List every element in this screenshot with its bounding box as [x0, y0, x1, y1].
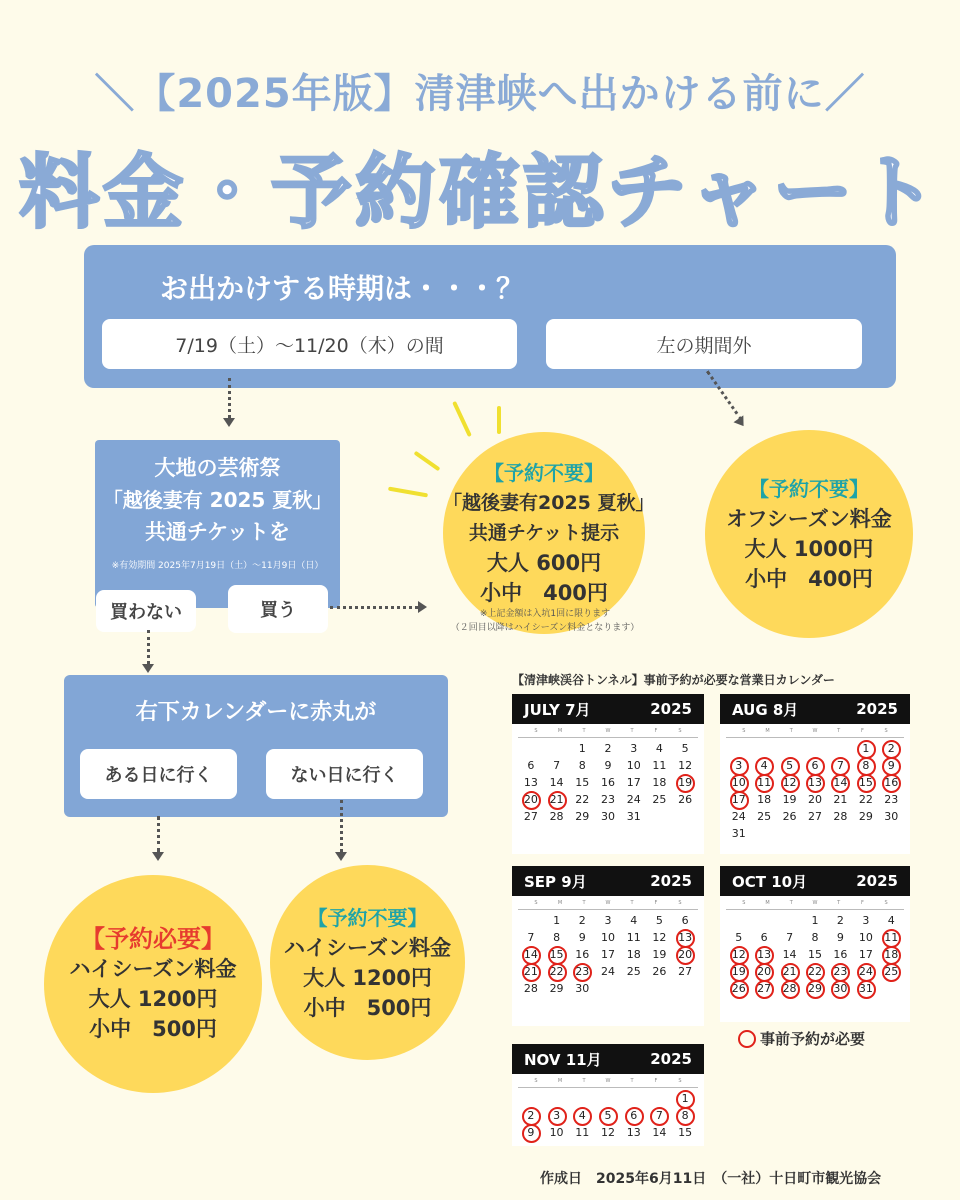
calendar-month: [512, 694, 704, 854]
calendar-day: 23: [600, 793, 615, 806]
calendar-day: 30: [884, 810, 899, 823]
calendar-month-name: OCT 10月: [732, 872, 808, 891]
calendar-day: 1: [811, 914, 819, 927]
calendar-day: 21: [777, 963, 802, 980]
weekday-label: T: [582, 1078, 586, 1084]
required-result-circle: [44, 875, 262, 1093]
ticket-result-circle: [443, 432, 655, 634]
calendar-day: 15: [853, 774, 878, 791]
arrow-to-ticket-result: [330, 606, 418, 609]
calendar-day: 4: [630, 914, 638, 927]
weekday-label: S: [884, 728, 888, 734]
calendar-day: 19: [672, 774, 698, 791]
calendar-day: 3: [604, 914, 612, 927]
arrow-to-ticket: [228, 378, 231, 418]
ticket-line1: 大地の芸術祭: [154, 456, 281, 480]
weekday-label: S: [742, 900, 746, 906]
weekday-label: S: [678, 1078, 682, 1084]
required-tag: 【予約必要】: [81, 925, 225, 953]
calendar-header: [512, 694, 704, 724]
calendar-day: 6: [760, 931, 768, 944]
calendar-day: 23: [569, 963, 595, 980]
calendar-day: 12: [726, 946, 751, 963]
arrow-head: [142, 664, 154, 673]
calendar-day: 24: [626, 793, 641, 806]
weekday-label: S: [678, 728, 682, 734]
calendar-day: 10: [600, 931, 615, 944]
sun-ray: [497, 406, 501, 434]
calendar-year: 2025: [856, 700, 898, 718]
not-required-child: 小中 500円: [303, 995, 432, 1020]
calendar-day: 21: [518, 963, 544, 980]
ticket-validity-note: ※有効期間 2025年7月19日（土）〜11月9日（日）: [111, 561, 324, 571]
calendar-day: 29: [802, 980, 827, 997]
calendar-day: 8: [853, 757, 878, 774]
calendar-month: [512, 866, 704, 1026]
weekday-label: T: [789, 728, 793, 734]
arrow-head: [335, 852, 347, 861]
calendar-days: [720, 910, 910, 999]
weekday-label: T: [582, 728, 586, 734]
weekday-label: W: [605, 728, 611, 734]
option-in-period[interactable]: 7/19（土）〜11/20（木）の間: [102, 319, 517, 369]
calendar-blank: [518, 1090, 544, 1107]
calendar-month: [512, 1044, 704, 1146]
calendar-day: 27: [807, 810, 822, 823]
calendar-blank: [751, 912, 776, 929]
calendar-day: 28: [833, 810, 848, 823]
calendar-day: 28: [549, 810, 564, 823]
calendar-day: 11: [575, 1126, 590, 1139]
calendar-day: 4: [887, 914, 895, 927]
offseason-adult: 大人 1000円: [744, 537, 874, 561]
calendar-day: 9: [604, 759, 612, 772]
ticket-result-adult: 大人 600円: [486, 551, 602, 575]
sun-ray: [452, 401, 472, 437]
weekday-label: T: [582, 900, 586, 906]
calendar-day: 28: [523, 982, 538, 995]
calendar-day: 18: [652, 776, 667, 789]
calendar-day: 9: [836, 931, 844, 944]
calendar-day: 2: [836, 914, 844, 927]
weekday-label: M: [557, 728, 563, 734]
calendar-day: 27: [751, 980, 776, 997]
calendar-day: 19: [782, 793, 797, 806]
calendar-weekdays: [518, 896, 698, 910]
weekday-label: T: [837, 900, 841, 906]
calendar-day: 17: [626, 776, 641, 789]
calendar-blank: [518, 740, 544, 757]
calendar-blank: [621, 1090, 647, 1107]
arrow-to-not-required: [340, 800, 343, 852]
calendar-day: 26: [652, 965, 667, 978]
weekday-label: S: [678, 900, 682, 906]
calendar-day: 2: [879, 740, 904, 757]
red-circle-icon: [738, 1030, 756, 1048]
calendar-day: 14: [549, 776, 564, 789]
weekday-label: S: [742, 728, 746, 734]
calendar-day: 4: [751, 757, 776, 774]
calendar-day: 11: [652, 759, 667, 772]
calendar-blank: [828, 740, 853, 757]
calendar-day: 5: [735, 931, 743, 944]
calendar-day: 18: [757, 793, 772, 806]
not-required-line1: ハイシーズン料金: [284, 935, 451, 960]
calendar-day: 23: [828, 963, 853, 980]
calendar-day: 29: [575, 810, 590, 823]
calendar-month-name: SEP 9月: [524, 872, 587, 891]
weekday-label: F: [654, 1078, 658, 1084]
calendar-weekdays: [726, 896, 904, 910]
calendar-day: 7: [786, 931, 794, 944]
calendar-day: 12: [652, 931, 667, 944]
calendar-weekdays: [518, 1074, 698, 1088]
calendar-day: 1: [672, 1090, 698, 1107]
calendar-header: [512, 1044, 704, 1074]
required-adult: 大人 1200円: [88, 987, 218, 1011]
calendar-blank: [802, 740, 827, 757]
calendar-blank: [726, 740, 751, 757]
calendar-days: [512, 910, 704, 999]
calendar-day: 6: [527, 759, 535, 772]
calendar-day: 20: [751, 963, 776, 980]
calendar-day: 4: [655, 742, 663, 755]
calendar-blank: [751, 740, 776, 757]
calendar-day: 25: [879, 963, 904, 980]
calendar-day: 16: [833, 948, 848, 961]
ticket-result-line2: 共通チケット提示: [468, 522, 620, 544]
calendar-month-name: JULY 7月: [524, 700, 591, 719]
calendar-day: 6: [621, 1107, 647, 1124]
weekday-label: T: [630, 728, 634, 734]
calendar-day: 24: [600, 965, 615, 978]
calendar-day: 11: [751, 774, 776, 791]
weekday-label: M: [557, 1078, 563, 1084]
not-required-tag: 【予約不要】: [307, 905, 428, 930]
calendar-day: 30: [600, 810, 615, 823]
calendar-month-name: AUG 8月: [732, 700, 799, 719]
calendar-day: 20: [807, 793, 822, 806]
calendar-header: [720, 694, 910, 724]
calendar-days: [512, 738, 704, 827]
calendar-blank: [726, 912, 751, 929]
not-required-result-circle: [270, 865, 465, 1060]
weekday-label: W: [605, 1078, 611, 1084]
calendar-day: 2: [518, 1107, 544, 1124]
calendar-day: 8: [672, 1107, 698, 1124]
arrow-head: [152, 852, 164, 861]
calendar-day: 5: [681, 742, 689, 755]
calendar-weekdays: [518, 724, 698, 738]
calendar-day: 1: [853, 740, 878, 757]
calendar-day: 3: [862, 914, 870, 927]
weekday-label: M: [765, 900, 770, 906]
calendar-day: 27: [523, 810, 538, 823]
sun-ray: [414, 451, 441, 471]
arrow-to-required: [157, 816, 160, 852]
calendar-year: 2025: [650, 872, 692, 890]
calendar-day: 1: [553, 914, 561, 927]
calendar-blank: [777, 912, 802, 929]
calendar-day: 6: [802, 757, 827, 774]
calendar-year: 2025: [650, 700, 692, 718]
calendar-day: 13: [523, 776, 538, 789]
calendar-day: 18: [879, 946, 904, 963]
calendar-day: 12: [600, 1126, 615, 1139]
weekday-label: W: [605, 900, 611, 906]
option-out-of-period[interactable]: 左の期間外: [546, 319, 862, 369]
weekday-label: T: [630, 1078, 634, 1084]
calendar-day: 3: [630, 742, 638, 755]
weekday-label: M: [557, 900, 563, 906]
calendar-day: 5: [655, 914, 663, 927]
calendar-day: 10: [858, 931, 873, 944]
ticket-result-tag: 【予約不要】: [484, 461, 604, 485]
calendar-day: 30: [828, 980, 853, 997]
calendar-day: 16: [879, 774, 904, 791]
calendar-day: 21: [833, 793, 848, 806]
calendar-header: [720, 866, 910, 896]
offseason-tag: 【予約不要】: [749, 477, 869, 501]
calendar-day: 22: [802, 963, 827, 980]
calendar-year: 2025: [650, 1050, 692, 1068]
calendar-day: 6: [681, 914, 689, 927]
calendar-legend: [738, 1028, 865, 1049]
calendar-blank: [647, 1090, 673, 1107]
calendar-blank: [777, 740, 802, 757]
calendar-day: 2: [604, 742, 612, 755]
weekday-label: T: [837, 728, 841, 734]
calendar-day: 18: [626, 948, 641, 961]
required-child: 小中 500円: [89, 1017, 217, 1041]
calendar-day: 21: [544, 791, 570, 808]
calendar-day: 3: [544, 1107, 570, 1124]
arrow-head: [223, 418, 235, 427]
weekday-label: M: [765, 728, 770, 734]
calendar-blank: [518, 912, 544, 929]
calendar-day: 20: [672, 946, 698, 963]
calendar-day: 31: [853, 980, 878, 997]
calendar-day: 11: [879, 929, 904, 946]
calendar-day: 8: [578, 759, 586, 772]
weekday-label: F: [654, 728, 658, 734]
calendar-day: 7: [553, 759, 561, 772]
calendar-day: 15: [807, 948, 822, 961]
calendar-day: 10: [626, 759, 641, 772]
calendar-day: 31: [731, 827, 746, 840]
weekday-label: S: [884, 900, 888, 906]
calendar-question-box: [64, 675, 448, 817]
calendar-day: 17: [726, 791, 751, 808]
calendar-day: 2: [578, 914, 586, 927]
weekday-label: S: [534, 728, 538, 734]
legend-label: 事前予約が必要: [760, 1030, 866, 1048]
calendar-day: 5: [777, 757, 802, 774]
calendar-day: 10: [549, 1126, 564, 1139]
calendar-day: 9: [518, 1124, 544, 1141]
calendar-day: 17: [600, 948, 615, 961]
calendar-day: 19: [652, 948, 667, 961]
ticket-line3: 共通チケットを: [144, 520, 291, 544]
subtitle: ＼【2025年版】清津峡へ出かける前に／: [94, 71, 866, 117]
calendar-year: 2025: [856, 872, 898, 890]
calendar-day: 19: [726, 963, 751, 980]
footer: 作成日 2025年6月11日 （一社）十日町市観光協会: [540, 1171, 882, 1187]
calendar-days: [720, 738, 910, 844]
ticket-question-box: [95, 440, 340, 608]
calendar-day: 26: [678, 793, 693, 806]
offseason-child: 小中 400円: [745, 567, 873, 591]
calendar-day: 17: [858, 948, 873, 961]
calendar-day: 16: [575, 948, 590, 961]
calendar-day: 30: [575, 982, 590, 995]
weekday-label: F: [860, 728, 864, 734]
calendar-blank: [544, 1090, 570, 1107]
calendar-month-name: NOV 11月: [524, 1050, 602, 1069]
calendar-day: 7: [828, 757, 853, 774]
calendar-day: 9: [578, 931, 586, 944]
calendar-day: 13: [802, 774, 827, 791]
weekday-label: W: [812, 900, 818, 906]
offseason-line1: オフシーズン料金: [726, 507, 892, 531]
calendar-day: 16: [600, 776, 615, 789]
calendar-day: 12: [777, 774, 802, 791]
calendar-day: 7: [647, 1107, 673, 1124]
calendar-day: 11: [626, 931, 641, 944]
calendar-day: 15: [678, 1126, 693, 1139]
calendar-day: 29: [549, 982, 564, 995]
go-uncircled-day-button[interactable]: ない日に行く: [266, 749, 423, 799]
calendar-day: 9: [879, 757, 904, 774]
calendar-day: 28: [777, 980, 802, 997]
ticket-no-buy-button[interactable]: 買わない: [96, 590, 196, 632]
calendar-days: [512, 1088, 704, 1143]
weekday-label: S: [534, 1078, 538, 1084]
calendar-day: 25: [757, 810, 772, 823]
calendar-day: 20: [518, 791, 544, 808]
ticket-result-child: 小中 400円: [480, 581, 608, 605]
calendar-day: 24: [853, 963, 878, 980]
weekday-label: S: [534, 900, 538, 906]
page-title: 料金・予約確認チャート: [19, 146, 941, 239]
weekday-label: F: [654, 900, 658, 906]
weekday-label: T: [630, 900, 634, 906]
calendar-day: 22: [858, 793, 873, 806]
calendar-day: 13: [672, 929, 698, 946]
calendar-day: 8: [553, 931, 561, 944]
ticket-buy-button[interactable]: 買う: [228, 585, 328, 633]
calendar-title: 【清津峡渓谷トンネル】事前予約が必要な営業日カレンダー: [512, 673, 835, 687]
calendar-day: 7: [527, 931, 535, 944]
calendar-day: 3: [726, 757, 751, 774]
weekday-label: T: [789, 900, 793, 906]
ticket-result-line1: 「越後妻有2025 夏秋」: [443, 492, 655, 514]
calendar-day: 12: [678, 759, 693, 772]
calendar-day: 14: [782, 948, 797, 961]
calendar-blank: [569, 1090, 595, 1107]
calendar-day: 26: [782, 810, 797, 823]
calendar-day: 25: [626, 965, 641, 978]
calendar-day: 24: [731, 810, 746, 823]
arrow-to-calendar-question: [147, 630, 150, 664]
calendar-month: [720, 694, 910, 854]
calendar-day: 14: [828, 774, 853, 791]
calendar-blank: [595, 1090, 621, 1107]
sun-ray: [388, 487, 428, 498]
arrow-head: [734, 415, 749, 429]
calendar-day: 13: [751, 946, 776, 963]
calendar-month: [720, 866, 910, 1022]
not-required-adult: 大人 1200円: [303, 965, 432, 990]
calendar-day: 10: [726, 774, 751, 791]
ticket-result-note2: （２回目以降はハイシーズン料金となります）: [450, 623, 640, 633]
calendar-day: 1: [578, 742, 586, 755]
period-question: お出かけする時期は・・・？: [160, 272, 525, 305]
calendar-day: 15: [575, 776, 590, 789]
calendar-day: 8: [811, 931, 819, 944]
calendar-weekdays: [726, 724, 904, 738]
calendar-day: 13: [626, 1126, 641, 1139]
calendar-day: 14: [518, 946, 544, 963]
ticket-line2: 「越後妻有 2025 夏秋」: [102, 488, 333, 512]
calendar-day: 15: [544, 946, 570, 963]
calendar-day: 25: [652, 793, 667, 806]
required-line1: ハイシーズン料金: [69, 957, 237, 981]
calendar-day: 31: [626, 810, 641, 823]
calendar-day: 29: [858, 810, 873, 823]
calendar-day: 26: [726, 980, 751, 997]
weekday-label: F: [860, 900, 864, 906]
calendar-day: 5: [595, 1107, 621, 1124]
period-question-box: [84, 245, 896, 388]
calendar-question: 右下カレンダーに赤丸が: [135, 700, 377, 725]
calendar-blank: [544, 740, 570, 757]
calendar-day: 22: [544, 963, 570, 980]
calendar-header: [512, 866, 704, 896]
calendar-day: 23: [884, 793, 899, 806]
calendar-day: 27: [678, 965, 693, 978]
offseason-result-circle: [705, 430, 913, 638]
calendar-day: 22: [575, 793, 590, 806]
weekday-label: W: [812, 728, 818, 734]
calendar-day: 4: [569, 1107, 595, 1124]
calendar-day: 14: [652, 1126, 667, 1139]
ticket-result-note1: ※上記金額は入坑1回に限ります: [479, 609, 611, 619]
go-circled-day-button[interactable]: ある日に行く: [80, 749, 237, 799]
